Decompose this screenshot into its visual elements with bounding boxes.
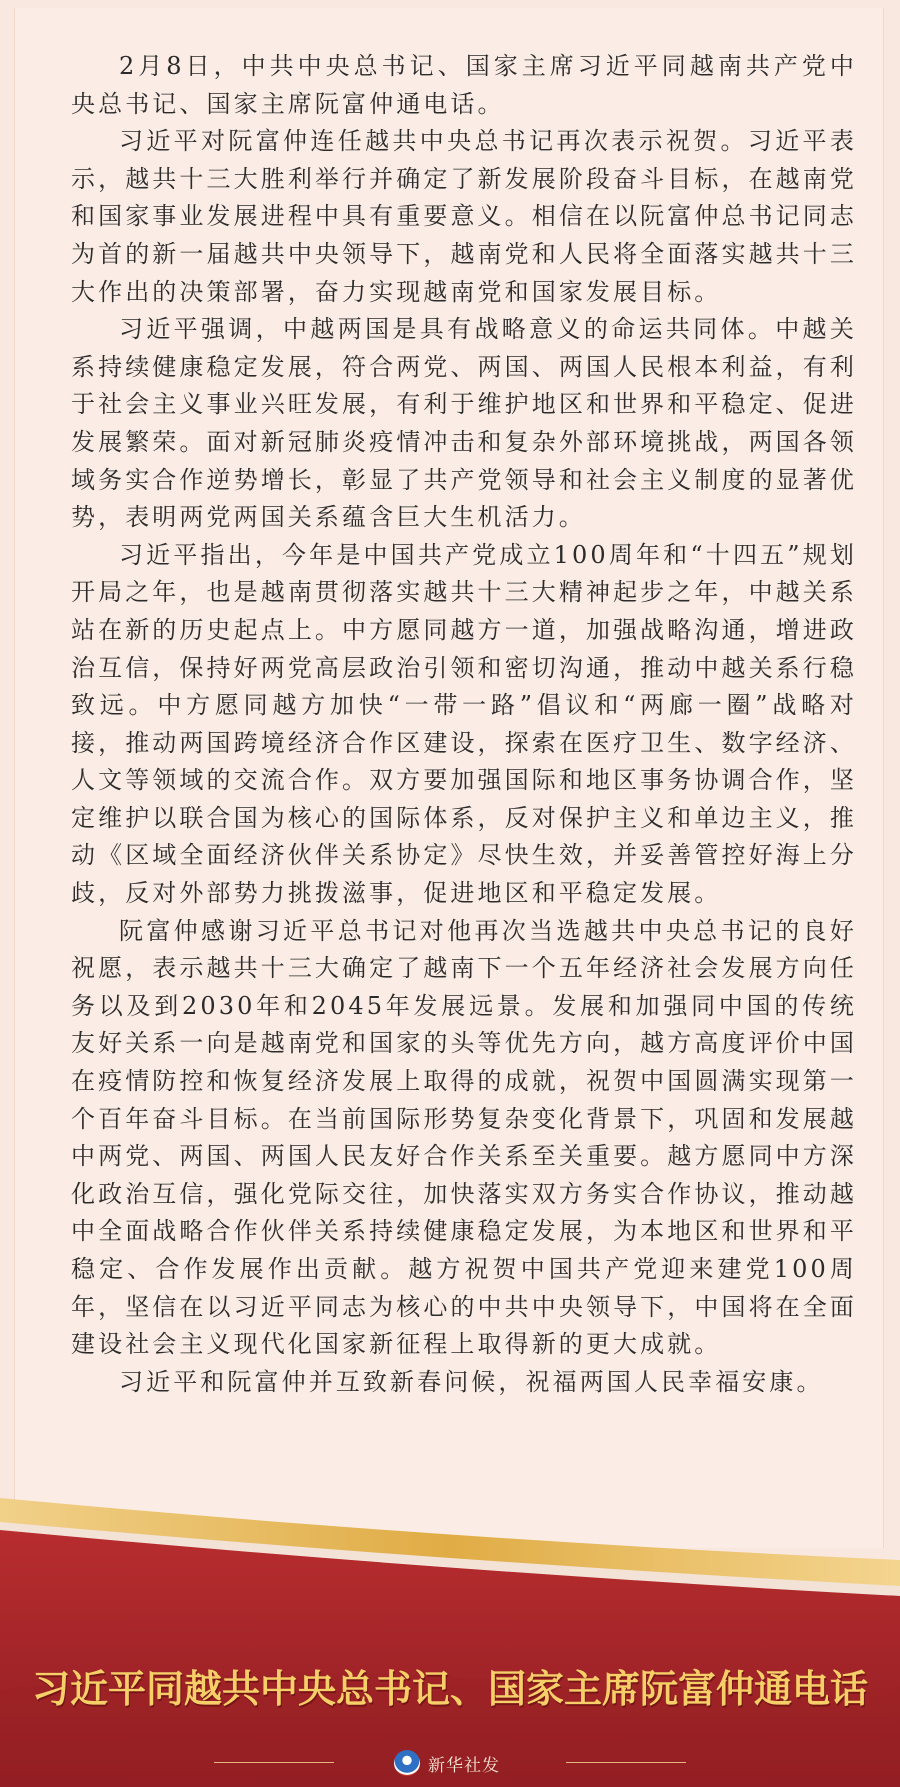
article-paragraph: 习近平强调，中越两国是具有战略意义的命运共同体。中越关系持续健康稳定发展，符合两党、两国、两国人民根本利益，有利于社会主义事业兴旺发展，有利于维护地区和世界和平稳定、促进发展繁荣。面对新冠肺炎疫情冲击和复杂外部环境挑战，两国各领域务实合作逆势增长，彰显了共产党领导和社会主义制度的显著优势，表明两党两国关系蕴含巨大生机活力。 [71,315,857,532]
agency-credit [0,1748,900,1778]
article-paragraph: 习近平和阮富仲并互致新春问候，祝福两国人民幸福安康。 [119,1367,824,1396]
divider-line [214,1762,334,1763]
article-paragraph: 阮富仲感谢习近平总书记对他再次当选越共中央总书记的良好祝愿，表示越共十三大确定了越南下一个五年经济社会发展方向任务以及到2030年和2045年发展远景。发展和加强同中国的传统友好关系一向是越南党和国家的头等优先方向，越方高度评价中国在疫情防控和恢复经济发展上取得的成就，祝贺中国圆满实现第一个百年奋斗目标。在当前国际形势复杂变化背景下，巩固和发展越中两党、两国、两国人民友好合作关系至关重要。越方愿同中方深化政治互信，强化党际交往，加快落实双方务实合作协议，推动越中全面战略合作伙伴关系持续健康稳定发展，为本地区和世界和平稳定、合作发展作出贡献。越方祝贺中国共产党迎来建党100周年，坚信在以习近平同志为核心的中共中央领导下，中国将在全面建设社会主义现代化国家新征程上取得新的更大成就。 [71,916,857,1359]
footer-banner [0,1440,900,1787]
article-paragraph: 2月8日，中共中央总书记、国家主席习近平同越南共产党中央总书记、国家主席阮富仲通电话。 [71,52,857,118]
article-body [71,48,857,1401]
article-paragraph: 习近平对阮富仲连任越共中央总书记再次表示祝贺。习近平表示，越共十三大胜利举行并确定了新发展阶段奋斗目标，在越南党和国家事业发展进程中具有重要意义。相信在以阮富仲总书记同志为首的新一届越共中央领导下，越南党和人民将全面落实越共十三大作出的决策部署，奋力实现越南党和国家发展目标。 [71,127,857,306]
xinhua-logo-icon [394,1750,420,1776]
article-paragraph: 习近平指出，今年是中国共产党成立100周年和“十四五”规划开局之年，也是越南贯彻落实越共十三大精神起步之年，中越关系站在新的历史起点上。中方愿同越方一道，加强战略沟通，增进政治互信，保持好两党高层政治引领和密切沟通，推动中越关系行稳致远。中方愿同越方加快“一带一路”倡议和“两廊一圈”战略对接，推动两国跨境经济合作区建设，探索在医疗卫生、数字经济、人文等领域的交流合作。双方要加强国际和地区事务协调合作，坚定维护以联合国为核心的国际体系，反对保护主义和单边主义，推动《区域全面经济伙伴关系协定》尽快生效，并妥善管控好海上分歧，反对外部势力挑拨滋事，促进地区和平稳定发展。 [71,540,857,908]
article-panel [14,8,884,1548]
divider-line [566,1762,686,1763]
headline: 习近平同越共中央总书记、国家主席阮富仲通电话 [31,1666,868,1711]
agency-name: 新华社发 [428,1756,500,1776]
banner-background [0,1440,900,1787]
